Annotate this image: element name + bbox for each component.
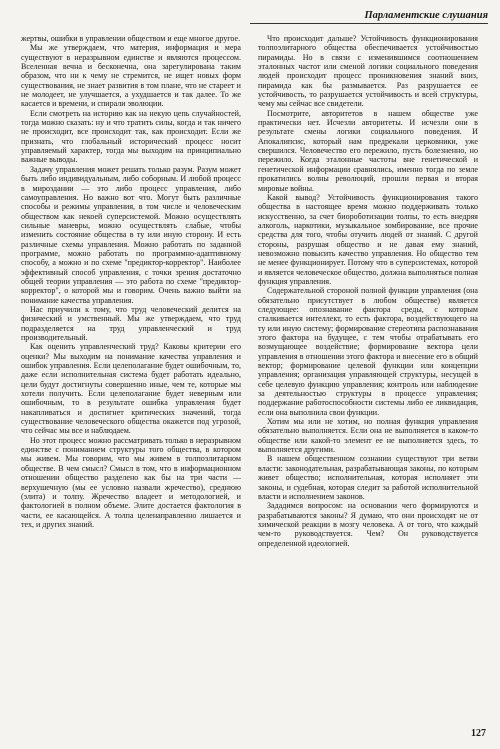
paragraph: Мы же утверждаем, что материя, информация и мера существуют в неразрывном единстве и являются процессом. Вселенная вечна и бесконечна, она зарегулирована таким образом, что ни к чему не стремится, не ищет новых форм существования, не знает развития в том плане, что не стареет и не молодеет, не улучшается, а ухудшается и так далее. То же касается и времени, и спирали эволюции. <box>21 43 241 109</box>
header-title: Парламентские слушания <box>364 10 488 21</box>
paragraph: Какой вывод? Устойчивость функционирования такого общества в настоящее время можно поддерживать только искусственно, за счет биороботизации толпы, то есть внедряя алкоголь, наркотики, музыкальное зомбирование, все прочие средства для того, чтобы отучить людей от знаний. С другой стороны, разрушая общество и не давая ему знаний, невозможно повысить качество управления. Но общество тем не менее функционирует. Потому что в суперсистемах, которой и является человеческое общество, должна выполняться полная функция управления. <box>258 192 478 286</box>
page-number: 127 <box>471 728 486 739</box>
paragraph: Что происходит дальше? Устойчивость функционирования толпоэлитарного общества обеспечивается устойчивостью пирамиды. Но в связи с изменившимся соотношением эталонных частот или сменой логики социального поведения людей происходит процесс проникновения знаний вниз, пирамида как бы размывается. Раз разрушается ее устойчивость, то разрушается устойчивость и всей структуры, чему мы сейчас все свидетели. <box>258 34 478 109</box>
right-column <box>258 34 478 734</box>
paragraph: Хотим мы или не хотим, но полная функция управления обязательно выполняется. Если она не выполняется в каком-то обществе или какой-то элемент ее не выполняется здесь, то выполняется другими. <box>258 417 478 455</box>
paragraph: Нас приучили к тому, что труд человеческий делится на физический и умственный. Мы же утверждаем, что труд подразделяется на труд управленческий и труд производительный. <box>21 304 241 342</box>
paragraph: Зададимся вопросом: на основании чего формируются и разрабатываются законы? Я думаю, что они происходят не от химической реакции в мозгу человека. А от того, что каждый чем-то руководствуется. Чем? Он руководствуется определенной идеологией. <box>258 501 478 548</box>
paragraph: Посмотрите, авторитетов в нашем обществе уже практически нет. Исчезли авторитеты. И исчезли они в результате смены логики социального поведения. И Апокалипсис, который нам предрекали церковники, уже свершился. Человечество его пережило, пусть болезненно, но пережило. Когда эталонные частоты вне генетической и генетической информации сравнялись, именно тогда по земле прокатились волны революций, прошли первая и вторая мировые войны. <box>258 108 478 193</box>
running-header <box>250 10 488 24</box>
paragraph: Но этот процесс можно рассматривать только в неразрывном единстве с пониманием структуры того общества, в котором мы живем. Мы говорим, что мы живем в толпоэлитарном обществе. В чем смысл? Смысл в том, что в информационном отношении общество разделено как бы на три части — верхушечную (мы ее условно назвали жречество), среднюю (элита) и толпу. Жречество владеет и методологией, и фактологией в полном объеме. Элите достается фактология в части, ее касающейся. А толпа целенаправленно лишается и тех, и других знаний. <box>21 435 241 529</box>
left-column <box>21 34 241 734</box>
paragraph: жертвы, ошибки в управлении обществом и еще многое другое. <box>21 34 241 43</box>
paragraph: Если смотреть на историю как на некую цепь случайностей, тогда можно сказать: ну и что тратить силы, когда и так ничего не происходит, все происходит так, как происходит. Если же признать, что глобальный исторический процесс носит управляемый характер, тогда мы выходим на принципиально важные выводы. <box>21 108 241 165</box>
paragraph: Как оценить управленческий труд? Каковы критерии его оценки? Мы выходим на понимание качества управления и ошибок управления. Если целеполагание будет ошибочным, то, даже если исполнительная система будет работать идеально, цели будут достигнуты совершенно иные, чем те, которые мы хотели получить. Если целеполагание будет неверным или ошибочным, то в результате ошибка управления будет накапливаться и достигнет критических значений, тогда существование человеческого общества окажется под угрозой, что сейчас мы все и наблюдаем. <box>21 342 241 436</box>
paragraph: Содержательной стороной полной функции управления (она обязательно присутствует в любом обществе) является следующее: опознавание фактора среды, с которым сталкивается интеллект, то есть фактора, воздействующего на ту или иную систему; формирование стереотипа распознавания этого фактора на будущее, с тем чтобы отрабатывать его возмущающее воздействие; формирование вектора цели управления в отношении этого фактора и внесение его в общий вектор; формирование целевой функции или концепции управления; организация управляющей структуры, несущей в себе целевую функцию управления; контроль или наблюдение за деятельностью структуры в процессе управления; поддержание работоспособности системы либо ее ликвидация, если она выполнила свои функции. <box>258 286 478 417</box>
paragraph: Задачу управления может решать только разум. Разум может быть либо индивидуальным, либо соборным. И любой процесс в мироздании — это либо процесс управления, либо самоуправления. Но важно вот что. Могут быть различные способы и режимы управления, в том числе и человеческим обществом как некоей суперсистемой. Можно осуществлять сильные маневры, можно осуществлять слабые, чтобы изменить состояние общества в ту или иную сторону. И есть различные схемы управления. Можно работать по заданной программе, можно работать по программно-адаптивному способу, а можно и по схеме "предиктор-корректор". Наиболее эффективный способ управления, с точки зрения достаточно общей теории управления — это работа по схеме "предиктор-корректор", о которой мы и говорим. Очень важно выйти на понимание качества управления. <box>21 164 241 305</box>
paragraph: В нашем общественном сознании существуют три ветви власти: законодательная, разрабатывающая законы, по которым живет общество; исполнительная, которая исполняет эти законы, и судебная, которая следит за работой исполнительной власти и исполнением законов. <box>258 454 478 501</box>
